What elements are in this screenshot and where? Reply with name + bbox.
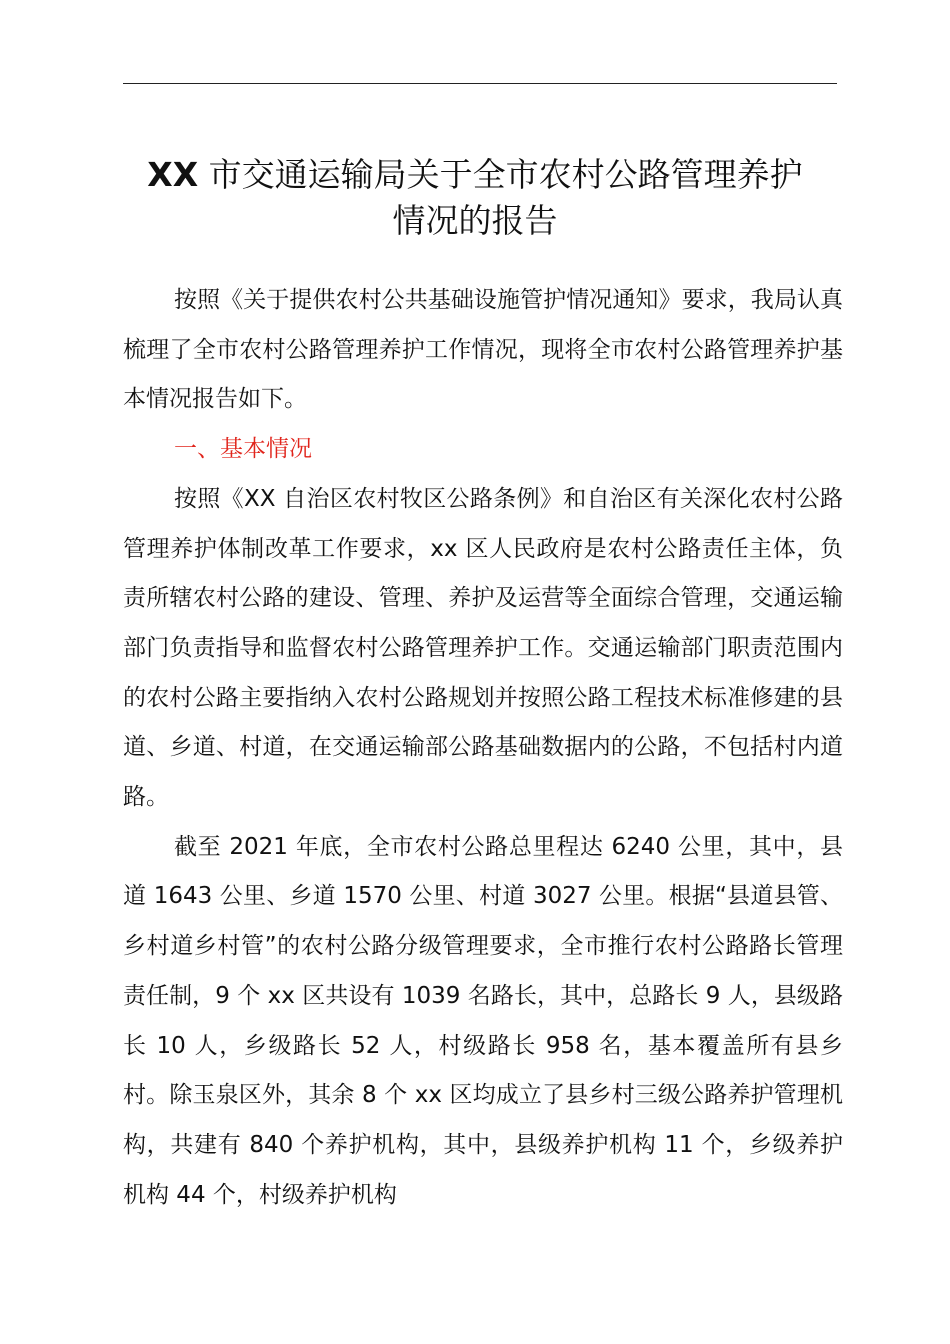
body-paragraph: 截至 2021 年底，全市农村公路总里程达 6240 公里，其中，县道 1643 公里、乡道 1570 公里、村道 3027 公里。根据“县道县管、乡村道乡村管”的农村公路分级管理要求，全市推行农村公路路长管理责任制，9 个 xx 区共设有 1039 名路长，其中，总路长 9 人，县级路长 10 人，乡级路长 52 人，村级路长 958 名，基本覆盖所有县乡村。除玉泉区外，其余 8 个 xx 区均成立了县乡村三级公路养护管理机构，共建有 840 个养护机构，其中，县级养护机构 11 个，乡级养护机构 44 个，村级养护机构	[123, 833, 843, 1208]
intro-paragraph: 按照《关于提供农村公共基础设施管护情况通知》要求，我局认真梳理了全市农村公路管理养护工作情况，现将全市农村公路管理养护基本情况报告如下。	[123, 287, 843, 413]
document-body	[123, 276, 843, 1220]
title-line-1: XX 市交通运输局关于全市农村公路管理养护	[147, 155, 803, 194]
section-heading-basic-situation: 一、基本情况	[174, 436, 312, 463]
title-line-2: 情况的报告	[392, 201, 558, 240]
header-rule	[123, 83, 837, 84]
body-paragraph: 按照《XX 自治区农村牧区公路条例》和自治区有关深化农村公路管理养护体制改革工作要求，xx 区人民政府是农村公路责任主体，负责所辖农村公路的建设、管理、养护及运营等全面综合管理，交通运输部门负责指导和监督农村公路管理养护工作。交通运输部门职责范围内的农村公路主要指纳入农村公路规划并按照公路工程技术标准修建的县道、乡道、村道，在交通运输部公路基础数据内的公路，不包括村内道路。	[123, 485, 843, 811]
document-title	[100, 152, 850, 244]
